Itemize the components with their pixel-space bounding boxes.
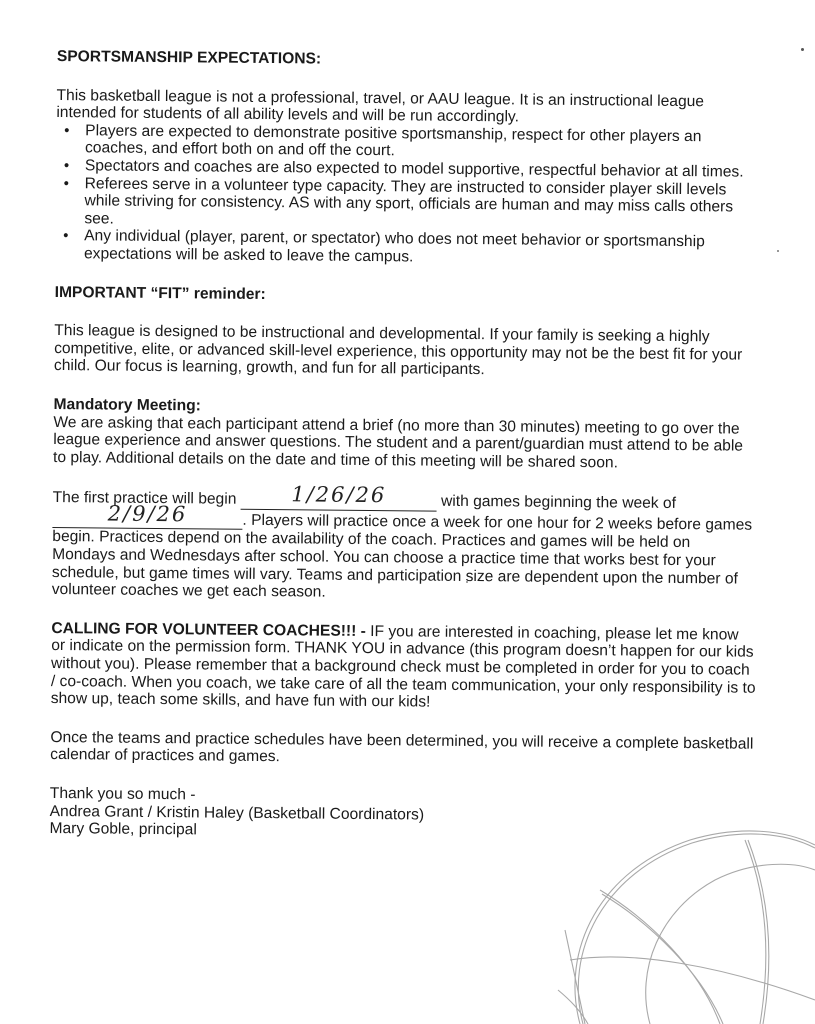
list-item: • Any individual (player, parent, or spectator) who does not meet behavior or sportsmanship expectations will be asked to leave the campus.	[80, 228, 760, 270]
list-item: • Players are expected to demonstrate positive sportsmanship, respect for other players an coaches, and effort both on and off the court.	[81, 122, 761, 164]
first-practice-date: 1/26/26	[291, 482, 387, 508]
volunteer-callout: CALLING FOR VOLUNTEER COACHES!!! -	[51, 619, 366, 640]
closing-coordinators: Andrea Grant / Kristin Haley (Basketball Coordinators)	[49, 802, 425, 824]
sportsmanship-intro: This basketball league is not a professional, travel, or AAU league. It is an instructional league intended for students of all ability levels and will be run accordingly.	[56, 86, 705, 126]
practice-paragraph	[51, 482, 758, 605]
list-item: • Referees serve in a volunteer type capacity. They are instructed to consider player skill levels while striving for consistency. AS with any sport, officials are human and may miss calls others see.	[80, 175, 760, 234]
scan-speck	[801, 48, 804, 51]
games-week-date-field	[52, 501, 242, 530]
fit-section	[54, 284, 760, 382]
schedule-note: Once the teams and practice schedules have been determined, you will receive a complete basketball calendar of practices and games.	[50, 728, 754, 766]
games-week-date: 2/9/26	[107, 501, 188, 527]
sportsmanship-heading: SPORTSMANSHIP EXPECTATIONS:	[56, 48, 322, 68]
closing-section	[49, 785, 754, 845]
fit-body: This league is designed to be instructional and developmental. If your family is seeking a highly competitive, elite, or advanced skill-level experience, this opportunity may not be the best fit for your child. Our focus is learning, growth, and fun for all participants.	[53, 322, 743, 379]
list-item: • Spectators and coaches are also expected to model supportive, respectful behavior at all times.	[81, 157, 761, 181]
volunteer-body: IF you are interested in coaching, please let me know or indicate on the permission form. THANK YOU in advance (this program doesn’t happen for our kids without you). Please remember that a background check must be completed in order for you to coach / co-coach. When you coach, we take care of all the team communication, your only responsibility is to show up, teach some skills, and have fun with our kids!	[50, 622, 756, 711]
meeting-heading: Mandatory Meeting:	[53, 395, 201, 415]
practice-section	[51, 482, 758, 605]
meeting-body: We are asking that each participant attend a brief (no more than 30 minutes) meeting to go over the league experience and answer questions. The student and a parent/guardian must attend to be able to play. Additional details on the date and time of this meeting will be shared soon.	[52, 413, 744, 472]
closing-thanks: Thank you so much -	[49, 784, 196, 804]
volunteer-paragraph	[51, 620, 757, 715]
practice-text-c: . Players will practice once a week for one hour for 2 weeks before games begin. Practices depend on the availability of the coach. Practices and games will be held on Mondays and Wednesdays after school. You can choose a practice time that works best for your schedule, but game times will vary. Teams and participation size are dependent upon the number of volunteer coaches we get each season.	[51, 511, 753, 601]
practice-text-a: The first practice will begin	[52, 489, 241, 509]
sportsmanship-section	[55, 48, 762, 269]
closing-principal: Mary Goble, principal	[49, 820, 197, 839]
scan-speck	[777, 250, 779, 252]
sportsmanship-list	[55, 122, 761, 270]
fit-heading: IMPORTANT “FIT” reminder:	[54, 283, 266, 303]
volunteer-section	[51, 620, 757, 715]
first-practice-date-field	[241, 482, 437, 511]
meeting-section	[53, 396, 759, 473]
document-body	[49, 48, 762, 845]
practice-text-b: with games beginning the week of	[436, 492, 677, 513]
